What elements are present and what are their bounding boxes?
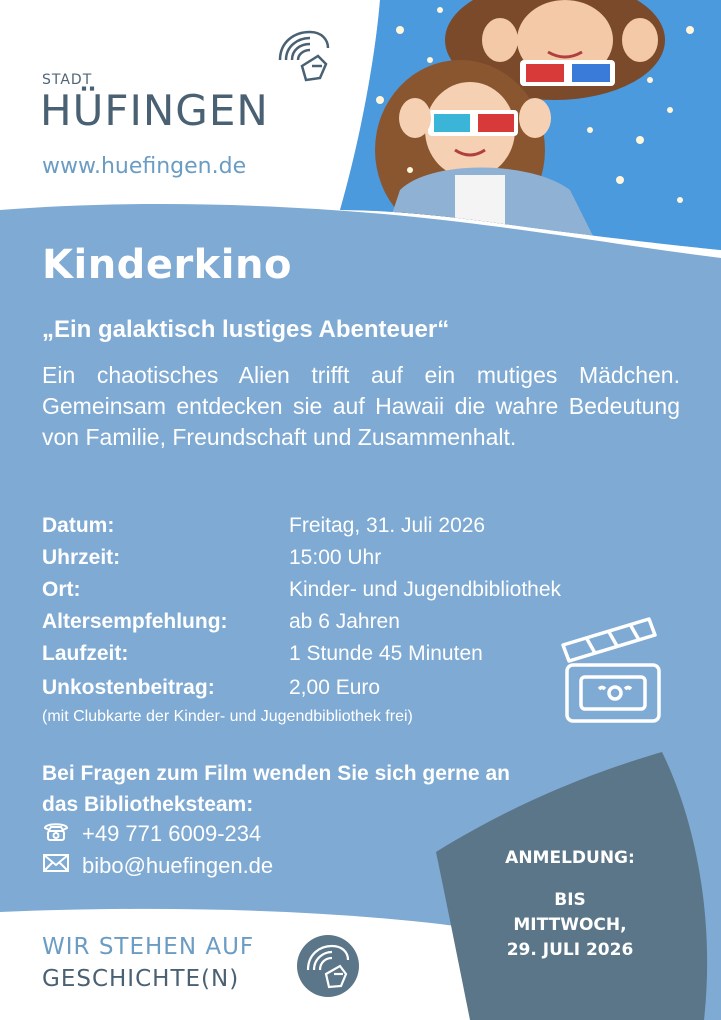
phone-number: +49 771 6009-234 — [82, 821, 262, 846]
detail-label: Laufzeit: — [42, 642, 129, 665]
footer-wave — [0, 909, 480, 1020]
detail-value: Kinder- und Jugendbibliothek — [289, 578, 562, 601]
registration-line-2: MITTWOCH, — [513, 915, 627, 935]
envelope-icon — [42, 852, 72, 880]
detail-label: Altersempfehlung: — [42, 610, 228, 633]
logo-city-name: HÜFINGEN — [40, 86, 269, 135]
helmet-badge-icon — [296, 934, 360, 998]
contact-heading: Bei Fragen zum Film wenden Sie sich gerne an das Bibliotheksteam: — [42, 762, 510, 816]
contact-email[interactable] — [42, 852, 273, 880]
detail-value: 1 Stunde 45 Minuten — [289, 642, 483, 665]
event-title: Kinderkino — [42, 242, 292, 288]
footer-slogan-line-2: GESCHICHTE(N) — [42, 966, 240, 992]
event-description: Ein chaotisches Alien trifft auf ein mutiges Mädchen. Gemeinsam entdecken sie auf Hawaii die wahre Bedeutung von Familie, Freundschaft und Zusammenhalt. — [42, 362, 680, 450]
detail-value: ab 6 Jahren — [289, 610, 400, 633]
detail-row-location — [42, 574, 662, 606]
registration-line-3: 29. JULI 2026 — [506, 940, 634, 960]
detail-label: Ort: — [42, 578, 81, 601]
registration-badge — [470, 848, 670, 963]
detail-label: Unkostenbeitrag: — [42, 676, 215, 699]
registration-line-1: BIS — [554, 890, 586, 910]
contact-phone[interactable] — [42, 820, 261, 848]
email-address: bibo@huefingen.de — [82, 853, 274, 878]
helmet-logo-icon — [272, 26, 334, 88]
event-subtitle: „Ein galaktisch lustiges Abenteuer“ — [42, 316, 450, 343]
detail-value: Freitag, 31. Juli 2026 — [289, 514, 486, 537]
clapperboard-icon — [557, 615, 667, 727]
detail-label: Uhrzeit: — [42, 546, 121, 569]
website-link[interactable]: www.huefingen.de — [42, 154, 247, 179]
detail-row-date — [42, 510, 662, 542]
footer-slogan-line-1: WIR STEHEN AUF — [42, 934, 255, 960]
detail-value: 15:00 Uhr — [289, 546, 382, 569]
logo-stadt-label: STADT — [42, 72, 93, 88]
fee-note: (mit Clubkarte der Kinder- und Jugendbibliothek frei) — [42, 708, 413, 725]
children-with-3d-glasses-photo — [340, 0, 721, 250]
phone-icon — [42, 820, 72, 848]
registration-heading: ANMELDUNG: — [505, 848, 635, 868]
detail-value: 2,00 Euro — [289, 676, 381, 699]
detail-row-time — [42, 542, 662, 574]
detail-label: Datum: — [42, 514, 115, 537]
